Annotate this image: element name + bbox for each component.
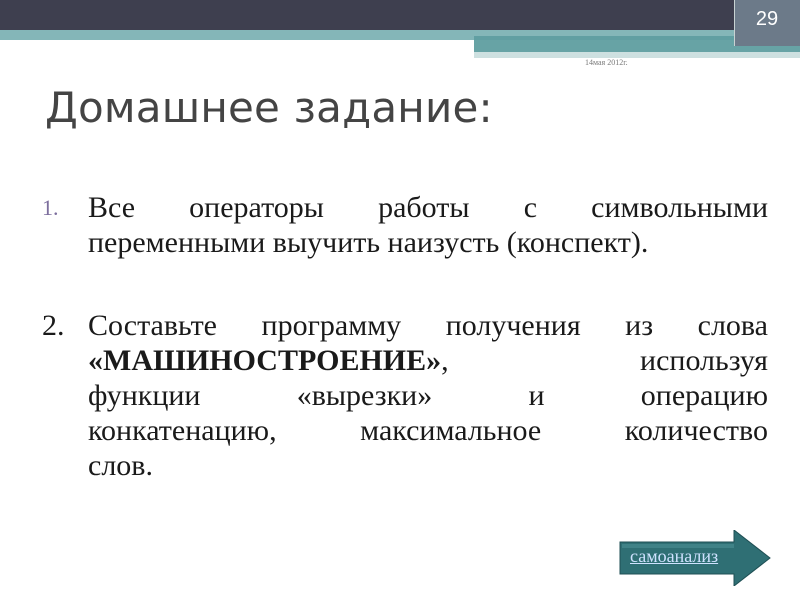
- next-link-label[interactable]: самоанализ: [630, 546, 719, 566]
- list-item-2-line-2: [88, 343, 768, 378]
- list-item-2-line-5: слов.: [88, 449, 153, 482]
- list-item-2-line-1: Составьте программу получения из слова: [88, 309, 768, 342]
- list-item-2-line-2-rest: , используя: [441, 344, 768, 377]
- slide-date: 14мая 2012г.: [585, 58, 628, 67]
- list-item-2-text: [88, 308, 768, 483]
- list-item-1-line-1: Все операторы работы с символьными: [88, 191, 768, 224]
- top-bar: [0, 0, 800, 30]
- list-item-1-number: 1.: [42, 195, 59, 220]
- list-item-2-line-3: функции «вырезки» и операцию: [88, 379, 768, 412]
- list-item-2-number: 2.: [42, 309, 65, 342]
- slide-title: Домашнее задание:: [45, 83, 493, 132]
- list-item-2: [42, 308, 768, 483]
- accent-strip-light: [474, 52, 800, 58]
- page-number: 29: [755, 8, 779, 30]
- next-arrow-button[interactable]: [616, 530, 772, 586]
- keyword-mashinostroenie: «МАШИНОСТРОЕНИЕ»: [88, 344, 442, 377]
- list-item-1: [42, 190, 768, 260]
- list-item-1-line-2: переменными выучить наизусть (конспект).: [88, 226, 649, 259]
- list-item-1-text: [88, 190, 768, 260]
- list-item-2-line-4: конкатенацию, максимальное количество: [88, 414, 768, 447]
